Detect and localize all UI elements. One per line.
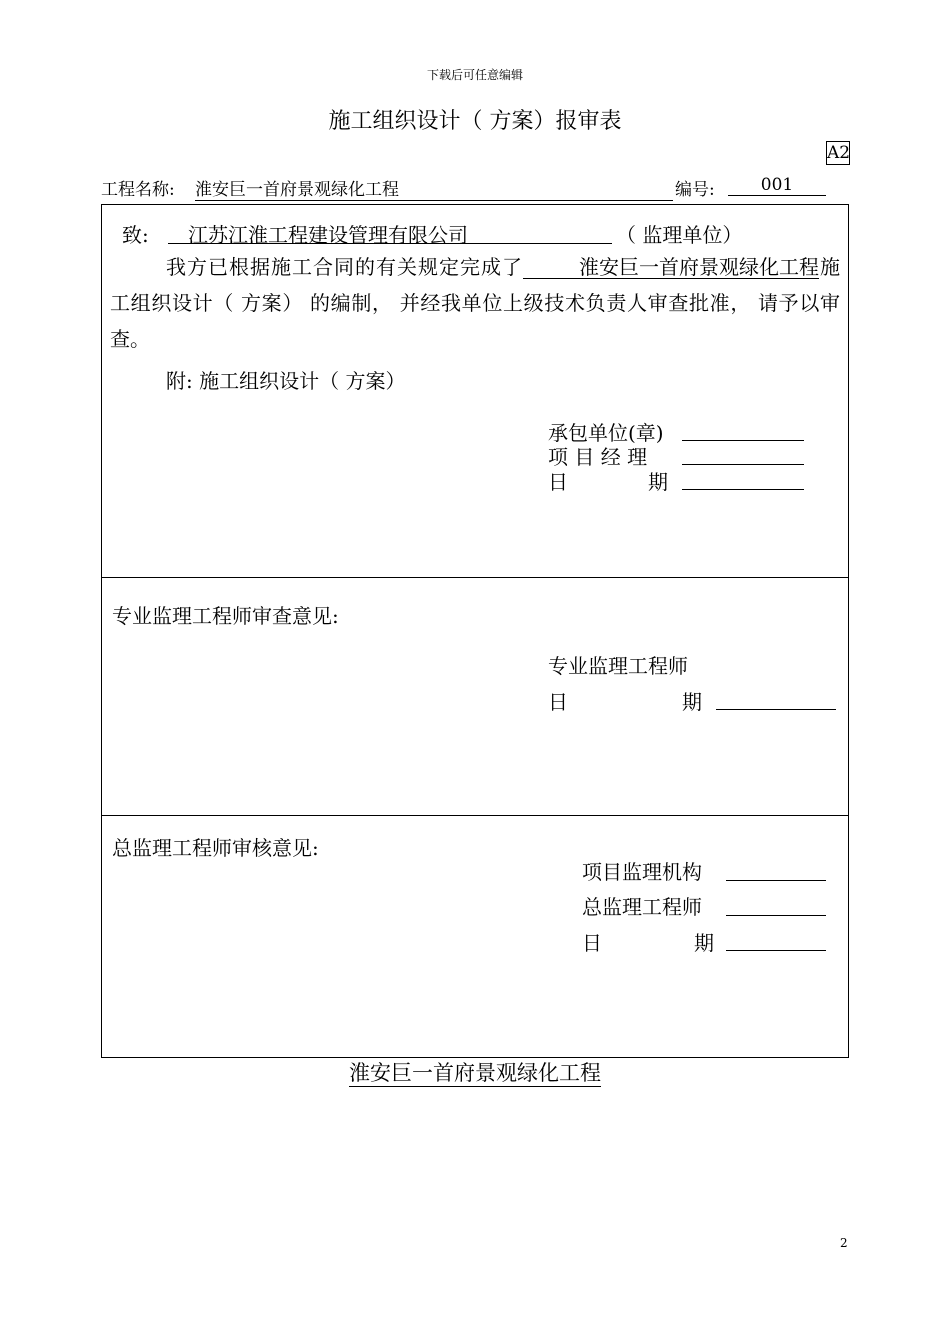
form-number-label: 编号: bbox=[675, 180, 715, 200]
specialist-date-label-right: 期 bbox=[682, 690, 702, 714]
attachment-line: 附: 施工组织设计（ 方案） bbox=[166, 369, 406, 393]
recipient-supervisor-unit: 江苏江淮工程建设管理有限公司 bbox=[168, 219, 612, 244]
chief-date-label-left: 日 bbox=[582, 931, 602, 955]
project-manager-blank bbox=[682, 464, 804, 465]
supervision-org-blank bbox=[726, 880, 826, 881]
body-text-before: 我方已根据施工合同的有关规定完成了 bbox=[166, 255, 523, 279]
footer-project-text: 淮安巨一首府景观绿化工程 bbox=[349, 1061, 601, 1085]
date-label-left: 日 bbox=[548, 470, 568, 494]
chief-engineer-review-section bbox=[102, 815, 848, 1058]
contractor-seal-blank bbox=[682, 440, 804, 441]
contractor-seal-label: 承包单位(章) bbox=[548, 421, 664, 445]
specialist-date-label-left: 日 bbox=[548, 690, 568, 714]
specialist-review-heading: 专业监理工程师审查意见: bbox=[112, 604, 339, 628]
page-number: 2 bbox=[840, 1236, 848, 1250]
recipient-suffix: （ 监理单位） bbox=[616, 223, 743, 247]
project-name-value: 淮安巨一首府景观绿化工程 bbox=[195, 175, 673, 201]
contractor-submission-section bbox=[102, 205, 848, 577]
to-label: 致: bbox=[122, 223, 149, 247]
submission-body-text bbox=[110, 249, 840, 357]
body-text-after: 施工组织设计（ 方案） 的编制， 并经我单位上级技术负责人审查批准， 请予以审查。 bbox=[110, 255, 840, 351]
specialist-engineer-label: 专业监理工程师 bbox=[548, 654, 688, 678]
document-title: 施工组织设计（ 方案）报审表 bbox=[328, 109, 622, 134]
approval-form-table bbox=[101, 204, 849, 1058]
form-code-box: A2 bbox=[827, 143, 851, 163]
supervision-org-label: 项目监理机构 bbox=[582, 860, 702, 884]
chief-engineer-label: 总监理工程师 bbox=[582, 895, 702, 919]
chief-date-label-right: 期 bbox=[694, 931, 714, 955]
header-note: 下载后可任意编辑 bbox=[426, 68, 523, 82]
body-project-name: 淮安巨一首府景观绿化工程 bbox=[523, 256, 819, 279]
specialist-engineer-review-section bbox=[102, 577, 848, 816]
chief-review-heading: 总监理工程师审核意见: bbox=[112, 836, 319, 860]
project-name-label: 工程名称: bbox=[101, 180, 175, 200]
specialist-date-blank bbox=[716, 709, 836, 710]
project-manager-label: 项 目 经 理 bbox=[548, 445, 648, 469]
chief-engineer-blank bbox=[726, 915, 826, 916]
footer-project-name bbox=[0, 1057, 950, 1087]
chief-date-blank bbox=[726, 950, 826, 951]
date-blank bbox=[682, 489, 804, 490]
form-number-value: 001 bbox=[728, 175, 826, 196]
date-label-right: 期 bbox=[648, 470, 668, 494]
